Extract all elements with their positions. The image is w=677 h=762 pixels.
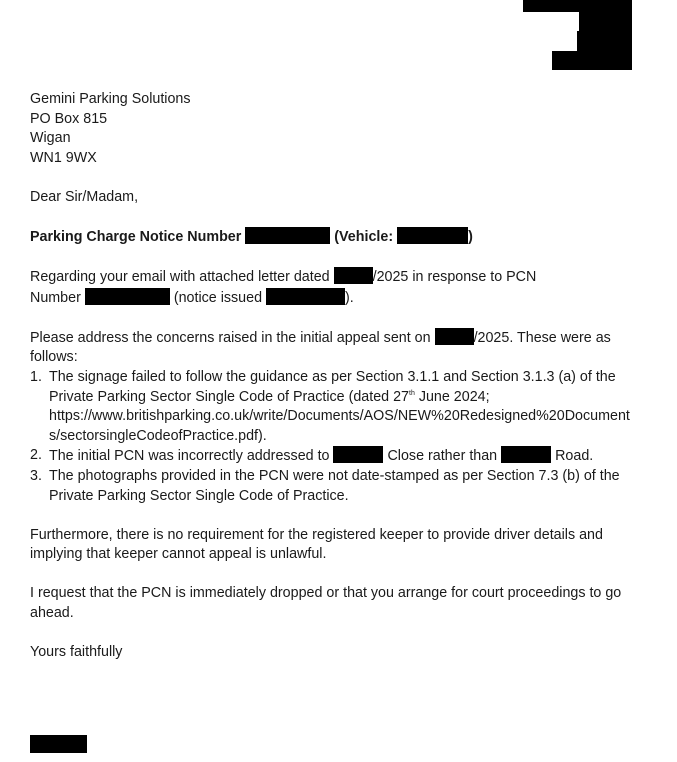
list-item: 2. The initial PCN was incorrectly addressed to Close rather than Road. xyxy=(30,447,594,465)
paragraph: I request that the PCN is immediately dropped or that you arrange for court proceedings to go ahead. xyxy=(30,585,622,621)
appeal-points-list xyxy=(30,368,635,506)
redacted-block xyxy=(523,0,632,12)
letter-body xyxy=(30,90,635,663)
redacted-text xyxy=(266,288,345,305)
redacted-block xyxy=(552,51,632,70)
paragraph: Please address the concerns raised in the initial appeal sent on /2025. These were as follows: xyxy=(30,329,611,366)
list-item: 3. The photographs provided in the PCN were not date-stamped as per Section 7.3 (b) of the Private Parking Sector Single Code of Practice. xyxy=(30,467,620,504)
paragraph: Regarding your email with attached letter dated /2025 in response to PCN Number (notice issued ). xyxy=(30,269,537,306)
redacted-block xyxy=(579,12,632,31)
redacted-text xyxy=(245,227,330,244)
redacted-text xyxy=(501,446,551,463)
list-item: 1. The signage failed to follow the guidance as per Section 3.1.1 and Section 3.1.3 (a) of the Private Parking Sector Single Code of Practice (dated 27th June 2024; https://www.britishparking.co.uk/write/Documents/AOS/NEW%20Redesigned%20Documents/sectorsingleCodeofPractice.pdf). xyxy=(30,368,630,444)
closing: Yours faithfully xyxy=(30,643,123,660)
company-name: Gemini Parking Solutions xyxy=(30,91,191,107)
code-of-practice-link[interactable]: https://www.britishparking.co.uk/write/Documents/AOS/NEW%20Redesigned%20Documents/sectorsingleCodeofPractice.pdf). xyxy=(49,408,630,444)
paragraph: Furthermore, there is no requirement for the registered keeper to provide driver details and implying that keeper cannot appeal is unlawful. xyxy=(30,526,603,563)
recipient-address xyxy=(30,90,635,168)
salutation: Dear Sir/Madam, xyxy=(30,188,139,205)
postcode: WN1 9WX xyxy=(30,149,97,166)
redacted-text xyxy=(435,328,474,345)
redacted-text xyxy=(334,267,373,284)
redacted-block xyxy=(577,31,632,51)
town: Wigan xyxy=(30,130,71,147)
po-box: PO Box 815 xyxy=(30,110,108,127)
redacted-text xyxy=(85,288,170,305)
redacted-signature xyxy=(30,735,87,753)
redacted-text xyxy=(397,227,468,244)
subject-line: Parking Charge Notice Number (Vehicle: ) xyxy=(30,228,473,245)
redacted-text xyxy=(333,446,383,463)
